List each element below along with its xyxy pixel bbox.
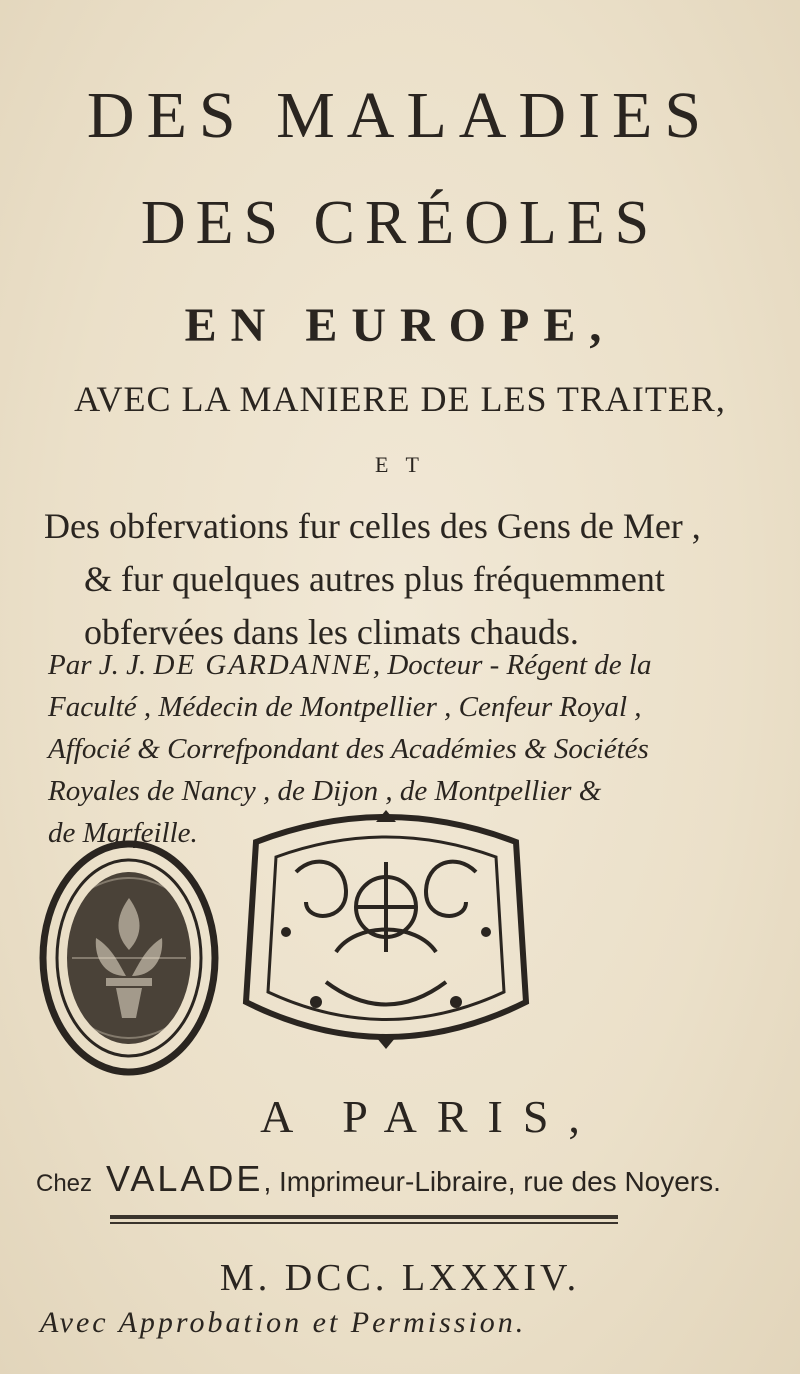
author-line-2: Faculté , Médecin de Montpellier , Cenfeur Royal , [48, 691, 642, 723]
author-title: , Docteur - Régent de la [372, 649, 652, 681]
title-conjunction: E T [375, 452, 425, 477]
divider-rule [110, 1215, 618, 1219]
subtitle-block [0, 500, 800, 659]
divider-rule-thin [110, 1222, 618, 1224]
subtitle-line-2: & fur quelques autres plus fréquemment [84, 559, 665, 599]
title-line-3: EN EUROPE, [184, 299, 616, 352]
imprint-city: A PARIS, [260, 1091, 600, 1142]
title-line-2: DES CRÉOLES [140, 189, 660, 257]
publication-date: M. DCC. LXXXIV. [219, 1257, 581, 1299]
imprint-line [36, 1158, 796, 1200]
imprint-chez: Chez [36, 1170, 93, 1197]
author-line-5: de Marfeille. [48, 817, 198, 849]
subtitle-line-1: Des obfervations fur celles des Gens de Mer , [44, 506, 701, 546]
author-prefix: Par J. J. [48, 649, 147, 681]
author-line-4: Royales de Nancy , de Dijon , de Montpellier & [48, 775, 602, 807]
emblem-ornament-icon [36, 838, 222, 1078]
author-line-3: Affocié & Correfpondant des Académies & Sociétés [48, 733, 649, 765]
approval-line: Avec Approbation et Permission. [40, 1306, 527, 1339]
printer-name: VALADE [106, 1158, 264, 1199]
decorative-cartouche-icon [226, 802, 546, 1057]
title-line-1: DES MALADIES [86, 79, 714, 152]
title-line-4: AVEC LA MANIERE DE LES TRAITER, [74, 379, 726, 419]
printer-address: , Imprimeur-Libraire, rue des Noyers. [263, 1166, 721, 1197]
author-line-1 [48, 644, 768, 686]
author-name: DE GARDANNE [153, 649, 373, 681]
subtitle-line-3: obfervées dans les climats chauds. [84, 612, 579, 652]
